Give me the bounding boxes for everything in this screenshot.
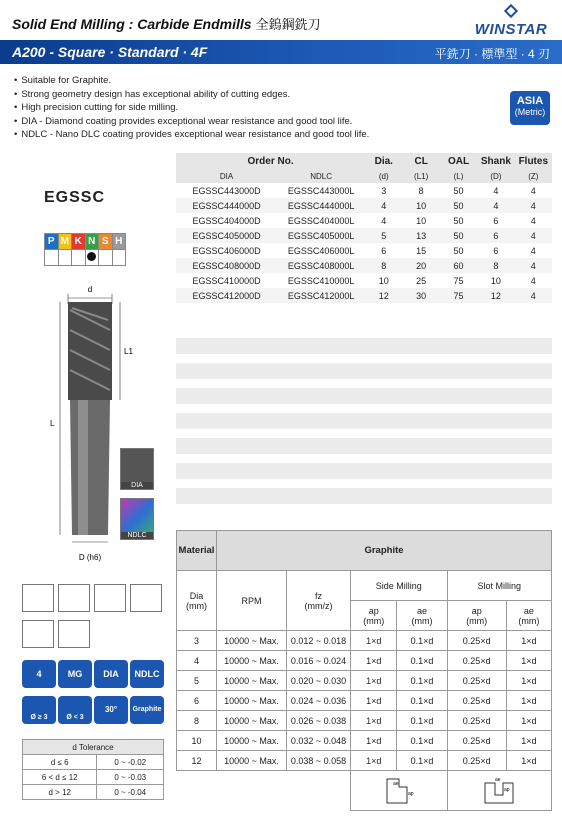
slot-milling-header: Slot Milling	[447, 571, 551, 601]
table-cell: 4	[515, 243, 552, 258]
col-header: Shank	[477, 153, 514, 169]
col-subheader: (d)	[365, 169, 402, 183]
table-cell: 1×d	[351, 691, 397, 711]
table-row	[176, 258, 552, 273]
table-cell: 12	[177, 751, 217, 771]
table-cell: 20	[402, 258, 439, 273]
table-cell: 10000 ~ Max.	[217, 731, 287, 751]
table-cell: 13	[402, 228, 439, 243]
table-cell: 10000 ~ Max.	[217, 691, 287, 711]
material-header: Material	[177, 531, 217, 571]
table-cell: 8	[477, 258, 514, 273]
selected-dot-icon	[87, 252, 96, 261]
table-cell: 50	[440, 228, 477, 243]
feature-item: • DIA - Diamond coating provides exceptional wear resistance and good tool life.	[14, 115, 369, 129]
side-ae-tag: ae	[392, 780, 399, 787]
table-cell: 0.25×d	[447, 731, 506, 751]
table-cell: 10	[477, 273, 514, 288]
table-cell: 4	[515, 258, 552, 273]
table-cell: 3	[365, 183, 402, 198]
ramping-icon	[58, 620, 90, 648]
table-cell: 4	[477, 183, 514, 198]
table-row	[177, 691, 552, 711]
material-value: Graphite	[217, 531, 552, 571]
dh6-label: D (h6)	[78, 553, 102, 562]
table-row	[176, 198, 552, 213]
material-group-cell	[45, 250, 59, 266]
table-cell: 6	[365, 243, 402, 258]
table-cell: EGSSC406000D	[176, 243, 277, 258]
table-row	[176, 228, 552, 243]
table-cell: 1×d	[351, 711, 397, 731]
col-subheader: (L1)	[402, 169, 439, 183]
four-flute-badge: 4	[22, 660, 56, 688]
table-cell: 10000 ~ Max.	[217, 631, 287, 651]
helix-angle-badge: 30°	[94, 696, 128, 724]
material-group-cell	[72, 250, 86, 266]
table-cell: 15	[402, 243, 439, 258]
table-cell: 75	[440, 273, 477, 288]
material-group-cell	[58, 250, 72, 266]
table-cell: 4	[365, 213, 402, 228]
series-title: A200 - Square · Standard · 4F	[12, 44, 208, 60]
table-cell: 1×d	[351, 751, 397, 771]
table-cell: 10000 ~ Max.	[217, 711, 287, 731]
table-cell: 0.038 ~ 0.058	[287, 751, 351, 771]
side-ap-tag: ap	[407, 790, 414, 797]
table-cell: d > 12	[23, 785, 97, 800]
side-ae-header: ae (mm)	[397, 601, 447, 631]
table-cell: 0.1×d	[397, 631, 447, 651]
l1-label: L1	[124, 347, 133, 356]
table-cell: 10000 ~ Max.	[217, 671, 287, 691]
feature-item: • Suitable for Graphite.	[14, 74, 369, 88]
table-cell: 0.25×d	[447, 691, 506, 711]
material-group-s: S	[99, 234, 113, 250]
table-row	[23, 770, 164, 785]
face-milling-icon	[22, 584, 54, 612]
table-cell: 0 ~ -0.04	[97, 785, 164, 800]
table-cell: 0.25×d	[447, 651, 506, 671]
side-milling-icon	[379, 775, 419, 805]
metric-label: (Metric)	[514, 107, 546, 117]
table-cell: 4	[515, 273, 552, 288]
empty-row-stripes	[176, 338, 552, 513]
graphite-badge: Graphite	[130, 696, 164, 724]
table-cell: 0.25×d	[447, 711, 506, 731]
table-cell: EGSSC443000L	[277, 183, 365, 198]
col-header: OAL	[440, 153, 477, 169]
table-cell: 4	[515, 183, 552, 198]
table-cell: 10	[365, 273, 402, 288]
table-cell: d ≤ 6	[23, 755, 97, 770]
page-title-text: Solid End Milling : Carbide Endmills	[12, 16, 252, 32]
table-cell: 4	[365, 198, 402, 213]
table-cell: 4	[515, 198, 552, 213]
table-cell: 1×d	[351, 731, 397, 751]
table-cell: 0.016 ~ 0.024	[287, 651, 351, 671]
logo-mark-icon	[504, 4, 518, 18]
table-row	[176, 273, 552, 288]
table-cell: 1×d	[506, 711, 551, 731]
ndlc-coat-header: NDLC	[277, 169, 365, 183]
fz-header: fz (mm/z)	[287, 571, 351, 631]
col-header: Dia.	[365, 153, 402, 169]
shank-ge3-badge: Ø ≥ 3	[22, 696, 56, 724]
table-cell: 0.1×d	[397, 731, 447, 751]
table-row	[176, 213, 552, 228]
plunge-milling-icon	[22, 620, 54, 648]
table-cell: 1×d	[506, 631, 551, 651]
dia-header: Dia (mm)	[177, 571, 217, 631]
table-cell: 1×d	[351, 631, 397, 651]
table-cell: 1×d	[506, 751, 551, 771]
side-milling-diagram	[351, 771, 448, 811]
table-cell: 50	[440, 183, 477, 198]
table-cell: 6	[177, 691, 217, 711]
table-cell: 10000 ~ Max.	[217, 651, 287, 671]
table-cell: EGSSC410000D	[176, 273, 277, 288]
table-cell: 0.25×d	[447, 671, 506, 691]
shoulder-milling-icon	[58, 584, 90, 612]
side-milling-header: Side Milling	[351, 571, 448, 601]
table-cell: 50	[440, 213, 477, 228]
winstar-logo	[470, 6, 552, 38]
slot-milling-icon	[94, 584, 126, 612]
material-group-m: M	[58, 234, 72, 250]
table-cell: 5	[177, 671, 217, 691]
side-ap-header: ap (mm)	[351, 601, 397, 631]
table-cell: 10	[177, 731, 217, 751]
table-cell: 6 < d ≤ 12	[23, 770, 97, 785]
col-subheader: (Z)	[515, 169, 552, 183]
slot-milling-icon	[479, 775, 519, 805]
table-row	[176, 183, 552, 198]
slot-ap-header: ap (mm)	[447, 601, 506, 631]
table-cell: 1×d	[506, 731, 551, 751]
mg-badge: MG	[58, 660, 92, 688]
page-title	[12, 14, 321, 33]
asia-label: ASIA	[516, 95, 544, 107]
tolerance-header: d Tolerance	[23, 740, 164, 755]
feature-list	[14, 74, 369, 142]
slot-ae-header: ae (mm)	[506, 601, 551, 631]
table-cell: 0.1×d	[397, 751, 447, 771]
table-cell: EGSSC408000D	[176, 258, 277, 273]
material-group-table	[44, 233, 126, 266]
table-cell: 50	[440, 198, 477, 213]
ndlc-coating-thumbnail	[120, 498, 154, 540]
table-cell: 0.1×d	[397, 671, 447, 691]
page-title-cjk: 全鎢鋼銑刀	[255, 17, 321, 32]
dia-coat-header: DIA	[176, 169, 277, 183]
table-cell: 4	[177, 651, 217, 671]
table-cell: EGSSC404000L	[277, 213, 365, 228]
table-cell: 3	[177, 631, 217, 651]
table-cell: 60	[440, 258, 477, 273]
table-row	[176, 243, 552, 258]
table-cell: EGSSC406000L	[277, 243, 365, 258]
logo-text: WINSTAR	[474, 21, 548, 38]
table-cell: 6	[477, 243, 514, 258]
table-row	[176, 288, 552, 303]
material-group-k: K	[72, 234, 86, 250]
l-label: L	[50, 419, 55, 428]
table-cell: EGSSC408000L	[277, 258, 365, 273]
table-cell: EGSSC405000L	[277, 228, 365, 243]
table-cell: EGSSC404000D	[176, 213, 277, 228]
table-cell: 5	[365, 228, 402, 243]
table-cell: 0.1×d	[397, 691, 447, 711]
table-cell: 12	[365, 288, 402, 303]
ndlc-thumb-label: NDLC	[121, 532, 153, 539]
dia-badge: DIA	[94, 660, 128, 688]
d-label: d	[87, 285, 93, 294]
table-row	[177, 711, 552, 731]
table-cell: 4	[515, 213, 552, 228]
table-cell: EGSSC444000L	[277, 198, 365, 213]
table-cell: 8	[402, 183, 439, 198]
slot-milling-diagram	[447, 771, 551, 811]
table-cell: 0.25×d	[447, 631, 506, 651]
table-cell: EGSSC410000L	[277, 273, 365, 288]
tolerance-table	[22, 739, 164, 800]
table-cell: 0.026 ~ 0.038	[287, 711, 351, 731]
shank	[70, 400, 110, 535]
table-row	[177, 751, 552, 771]
product-code: EGSSC	[44, 189, 106, 206]
table-cell: 10	[402, 213, 439, 228]
table-cell: 12	[477, 288, 514, 303]
shank-highlight	[78, 400, 88, 535]
col-header: Flutes	[515, 153, 552, 169]
table-cell: EGSSC412000D	[176, 288, 277, 303]
table-cell: EGSSC405000D	[176, 228, 277, 243]
material-group-cell	[99, 250, 113, 266]
table-cell: 8	[177, 711, 217, 731]
table-cell: 1×d	[351, 671, 397, 691]
feature-item: • High precision cutting for side milling.	[14, 101, 369, 115]
table-row	[177, 631, 552, 651]
shank-lt3-badge: Ø < 3	[58, 696, 92, 724]
table-cell: 8	[365, 258, 402, 273]
series-banner	[0, 40, 562, 64]
table-row	[23, 755, 164, 770]
table-row	[23, 785, 164, 800]
col-header: CL	[402, 153, 439, 169]
table-cell: 10	[402, 198, 439, 213]
dia-thumb-label: DIA	[121, 482, 153, 489]
table-cell: EGSSC444000D	[176, 198, 277, 213]
table-cell: 6	[477, 228, 514, 243]
col-subheader: (D)	[477, 169, 514, 183]
table-cell: 0.1×d	[397, 651, 447, 671]
table-cell: EGSSC443000D	[176, 183, 277, 198]
flute-body	[68, 302, 112, 400]
table-cell: 0 ~ -0.03	[97, 770, 164, 785]
feature-item: • Strong geometry design has exceptional ability of cutting edges.	[14, 88, 369, 102]
ndlc-badge: NDLC	[130, 660, 164, 688]
cutting-conditions-table	[176, 530, 552, 811]
table-cell: 75	[440, 288, 477, 303]
table-cell: 30	[402, 288, 439, 303]
table-cell: 0.032 ~ 0.048	[287, 731, 351, 751]
slot-ap-tag: ap	[504, 786, 510, 793]
material-group-n: N	[85, 234, 99, 250]
material-group-h: H	[112, 234, 126, 250]
slot-ae-tag: ae	[495, 776, 501, 783]
table-cell: 50	[440, 243, 477, 258]
table-cell: 4	[515, 228, 552, 243]
pocket-milling-icon	[130, 584, 162, 612]
table-cell: 4	[515, 288, 552, 303]
table-cell: 10000 ~ Max.	[217, 751, 287, 771]
feature-item: • NDLC - Nano DLC coating provides exceptional wear resistance and good tool life.	[14, 128, 369, 142]
table-cell: 1×d	[351, 651, 397, 671]
table-cell: EGSSC412000L	[277, 288, 365, 303]
series-title-cjk: 平銑刀 · 標準型 · 4 刃	[434, 47, 550, 61]
material-group-cell	[112, 250, 126, 266]
table-row	[177, 671, 552, 691]
asia-metric-badge	[510, 91, 550, 125]
table-cell: 0.25×d	[447, 751, 506, 771]
col-subheader: (L)	[440, 169, 477, 183]
table-row	[177, 731, 552, 751]
rpm-header: RPM	[217, 571, 287, 631]
table-cell: 1×d	[506, 691, 551, 711]
material-group-p: P	[45, 234, 59, 250]
table-cell: 0.024 ~ 0.036	[287, 691, 351, 711]
dia-coating-thumbnail	[120, 448, 154, 490]
table-cell: 0.1×d	[397, 711, 447, 731]
table-cell: 25	[402, 273, 439, 288]
table-cell: 0 ~ -0.02	[97, 755, 164, 770]
order-table	[176, 153, 552, 303]
table-cell: 6	[477, 213, 514, 228]
table-cell: 4	[477, 198, 514, 213]
table-cell: 0.020 ~ 0.030	[287, 671, 351, 691]
table-cell: 1×d	[506, 671, 551, 691]
order-no-header: Order No.	[176, 153, 365, 169]
table-row	[177, 651, 552, 671]
table-cell: 0.012 ~ 0.018	[287, 631, 351, 651]
material-group-cell	[85, 250, 99, 266]
table-cell: 1×d	[506, 651, 551, 671]
